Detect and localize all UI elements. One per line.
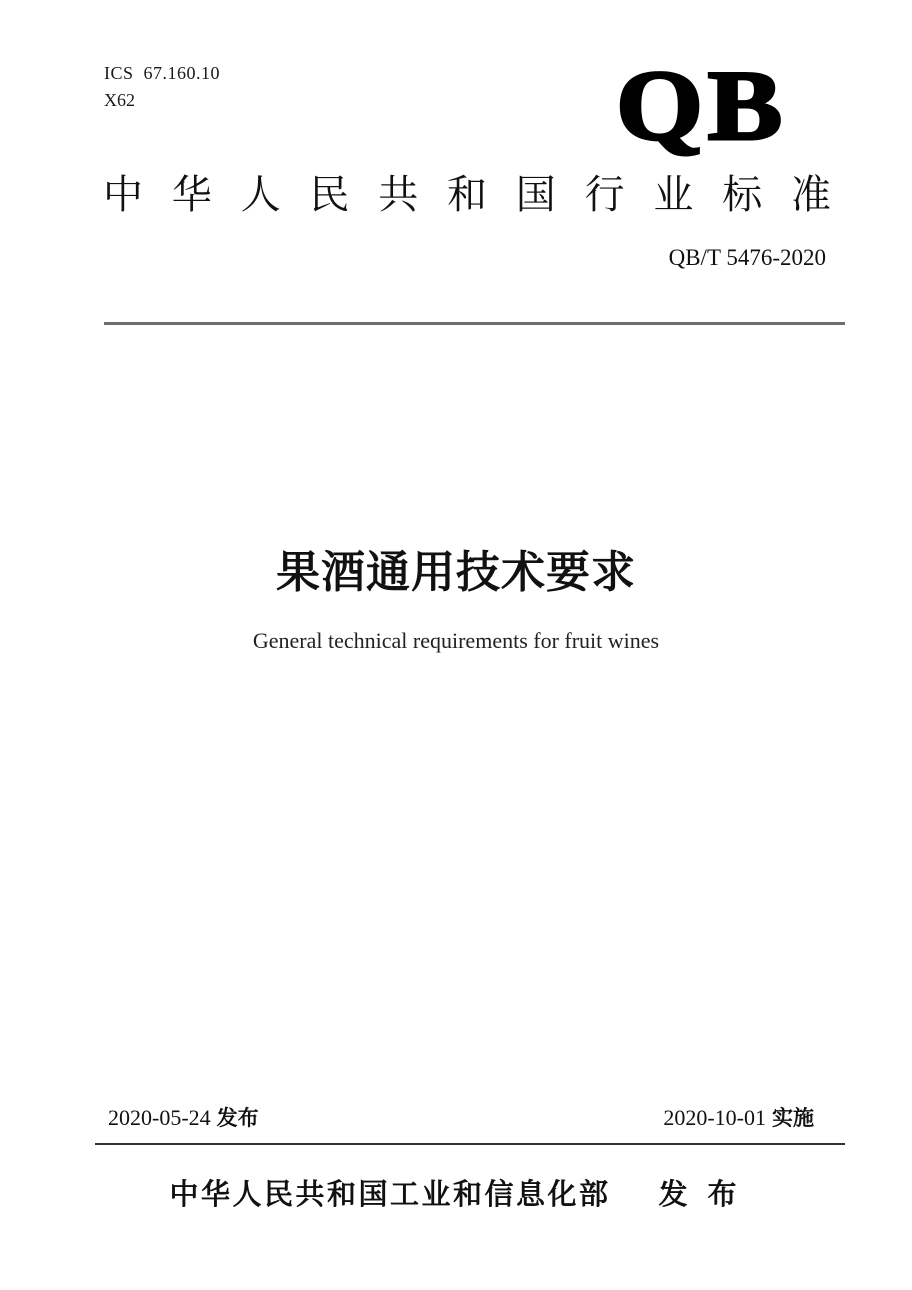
release-label: 发布 <box>216 1107 259 1130</box>
issuer-name: 中华人民共和国工业和信息化部 <box>169 1179 611 1211</box>
document-title-english: General technical requirements for fruit wines <box>252 628 660 653</box>
implementation-date-group <box>663 1102 814 1132</box>
issue-label: 发 布 <box>658 1179 743 1211</box>
release-date-group <box>108 1102 259 1132</box>
issuer-row <box>0 1172 912 1213</box>
document-title-chinese: 果酒通用技术要求 <box>276 548 636 597</box>
implementation-label: 实施 <box>772 1107 814 1130</box>
implementation-date: 2020-10-01 <box>663 1105 766 1130</box>
document-class-code: X62 <box>104 90 135 110</box>
date-row <box>108 1102 814 1132</box>
header-rule <box>104 322 845 325</box>
qb-logo: QB <box>616 50 787 161</box>
standard-series-title: 中 华 人 民 共 和 国 行 业 标 准 <box>103 173 831 217</box>
release-date: 2020-05-24 <box>108 1105 211 1130</box>
ics-code: ICS 67.160.10 <box>104 63 221 83</box>
standard-number: QB/T 5476-2020 <box>668 245 826 270</box>
footer-rule <box>95 1143 845 1145</box>
